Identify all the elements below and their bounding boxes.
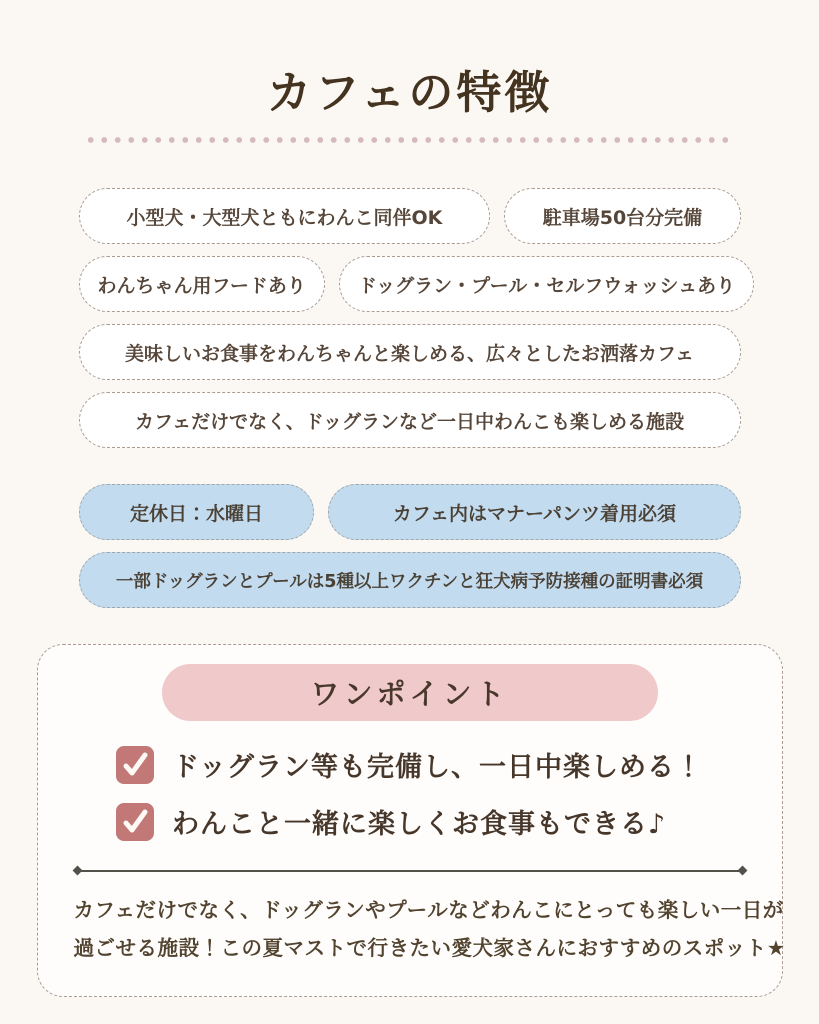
checklist-item-label: わんこと一緒に楽しくお食事もできる♪ xyxy=(172,809,667,840)
checklist-item-label: ドッグラン等も完備し、一日中楽しめる！ xyxy=(172,752,703,783)
notice-list xyxy=(79,484,741,608)
feature-pill-all-day-facility: カフェだけでなく、ドッグランなど一日中わんこも楽しめる施設 xyxy=(79,392,741,448)
feature-pill-parking: 駐車場50台分完備 xyxy=(504,188,740,244)
diamond-icon xyxy=(72,866,82,876)
notice-pill-closed-day: 定休日：水曜日 xyxy=(79,484,315,540)
notice-pill-vaccination: 一部ドッグランとプールは5種以上ワクチンと狂犬病予防接種の証明書必須 xyxy=(79,552,741,608)
feature-pill-spacious-cafe: 美味しいお食事をわんちゃんと楽しめる、広々としたお洒落カフェ xyxy=(79,324,741,380)
notice-row xyxy=(79,484,741,540)
notice-pill-manner-pants: カフェ内はマナーパンツ着用必須 xyxy=(328,484,740,540)
feature-row xyxy=(79,256,741,312)
feature-row xyxy=(79,392,741,448)
feature-row xyxy=(79,188,741,244)
one-point-description xyxy=(73,892,786,968)
feature-list xyxy=(79,188,741,448)
notice-row xyxy=(79,552,741,608)
checklist-item xyxy=(116,745,703,784)
one-point-heading: ワンポイント xyxy=(162,664,658,721)
feature-pill-dog-run-pool: ドッグラン・プール・セルフウォッシュあり xyxy=(339,256,754,312)
feature-pill-dogs-welcome: 小型犬・大型犬ともにわんこ同伴OK xyxy=(79,188,491,244)
checkmark-icon xyxy=(116,803,154,841)
one-point-checklist xyxy=(116,745,703,841)
diamond-icon xyxy=(737,866,747,876)
description-line: 過ごせる施設！この夏マストで行きたい愛犬家さんにおすすめのスポット★ xyxy=(73,935,786,960)
diamond-end-divider xyxy=(74,867,746,874)
checkmark-icon xyxy=(116,746,154,784)
feature-row xyxy=(79,324,741,380)
one-point-box xyxy=(37,644,786,997)
description-line: カフェだけでなく、ドッグランやプールなどわんこにとっても楽しい一日が xyxy=(73,898,784,922)
dotted-divider xyxy=(84,136,736,144)
divider-line xyxy=(81,870,739,872)
checklist-item xyxy=(116,802,703,841)
page-title: カフェの特徴 xyxy=(266,66,553,119)
feature-pill-dog-food: わんちゃん用フードあり xyxy=(79,256,325,312)
